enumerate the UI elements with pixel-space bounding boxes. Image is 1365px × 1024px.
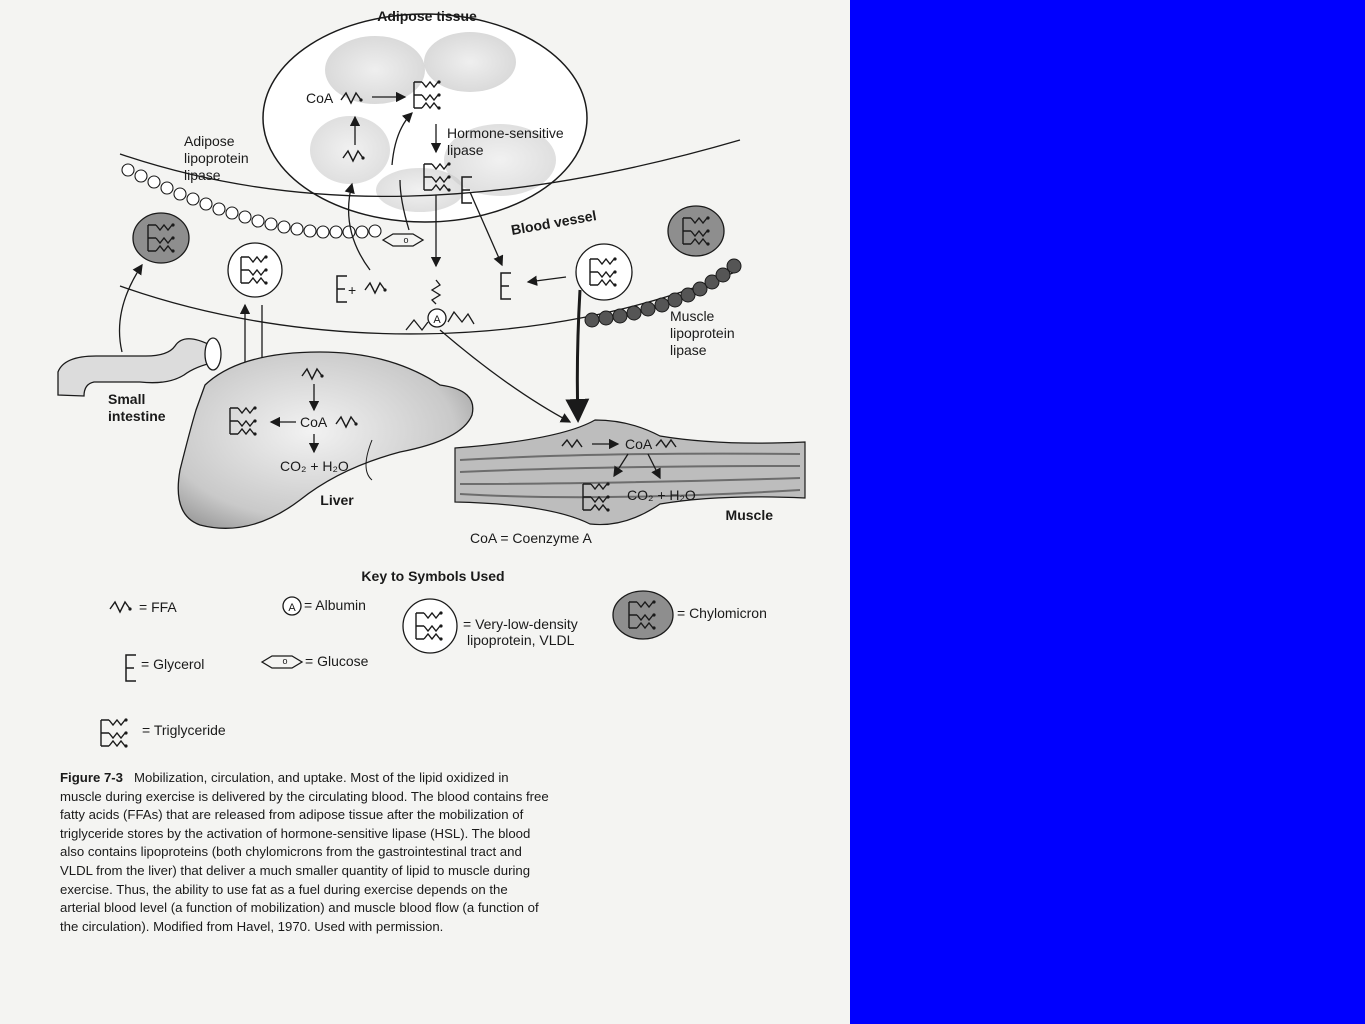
co2-h2o-muscle: CO₂ + H₂O [627, 487, 696, 503]
key-ffa [110, 599, 177, 615]
glycerol-in-blood [337, 276, 347, 302]
key-glucose [262, 653, 369, 669]
key-glycerol [126, 655, 204, 681]
coa-definition: CoA = Coenzyme A [470, 530, 592, 546]
blood-contents [337, 234, 511, 330]
caption-label: Figure 7-3 [60, 770, 124, 785]
key-glycerol-label: = Glycerol [141, 656, 205, 672]
coa-label-liver: CoA [300, 414, 328, 430]
hsl-label-2: lipase [447, 142, 484, 158]
albumin-mark: A [433, 314, 441, 326]
small-intestine [58, 338, 221, 396]
key-vldl-label-2: lipoprotein, VLDL [467, 632, 575, 648]
muscle-lpl-label-3: lipase [670, 342, 707, 358]
glycerol-to-liver [501, 273, 511, 299]
blue-background-panel [850, 0, 1365, 1024]
adipose-lpl-label-3: lipase [184, 167, 221, 183]
small-intestine-label-2: intestine [108, 408, 166, 424]
co2-h2o-liver: CO₂ + H₂O [280, 458, 349, 474]
small-intestine-label-1: Small [108, 391, 146, 407]
key-title: Key to Symbols Used [361, 568, 505, 584]
key-triglyceride [101, 718, 226, 747]
key-albumin [283, 597, 366, 615]
chylomicron-right [668, 206, 724, 256]
svg-text:o: o [282, 656, 288, 666]
glucose-ring-o: o [403, 235, 409, 245]
key-vldl-label-1: = Very-low-density [463, 616, 578, 632]
coa-label-adipose: CoA [306, 90, 334, 106]
caption-text: Mobilization, circulation, and uptake. Most of the lipid oxidized in muscle during exercise is delivered by the circulating blood. The blood contains free fatty acids (FFAs) that are released from adipose tissue after the mobilization of triglyceride stores by the activation of hormone-sensitive lipase (HSL). The blood also contains lipoproteins (both chylomicrons from the gastrointestinal tract and VLDL from the liver) that deliver a much smaller quantity of lipid to muscle during exercise. Thus, the ability to use fat as a fuel during exercise depends on the arterial blood level (a function of mobilization) and muscle blood flow (a function of the circulation). Modified from Havel, 1970. Used with permission. [60, 770, 549, 934]
blood-vessel-label: Blood vessel [509, 207, 598, 238]
adipose-tissue-title: Adipose tissue [377, 8, 477, 24]
adipose-lpl-label-2: lipoprotein [184, 150, 249, 166]
key-albumin-label: = Albumin [304, 597, 366, 613]
adipose-lpl-label-1: Adipose [184, 133, 235, 149]
glycerol-plus-label: + [348, 282, 357, 298]
key-albumin-mark: A [288, 602, 296, 614]
figure-caption [60, 769, 550, 936]
hsl-label-1: Hormone-sensitive [447, 125, 564, 141]
chylomicron-left [133, 213, 189, 263]
muscle-lpl-label-2: lipoprotein [670, 325, 735, 341]
key-chylomicron [613, 591, 767, 639]
key-glucose-label: = Glucose [305, 653, 369, 669]
key-triglyceride-label: = Triglyceride [142, 722, 226, 738]
key-ffa-label: = FFA [139, 599, 177, 615]
key-vldl [403, 599, 578, 653]
vldl-liver [228, 243, 282, 297]
key-chylomicron-label: = Chylomicron [677, 605, 767, 621]
muscle-lpl-label-1: Muscle [670, 308, 715, 324]
vldl-muscle [576, 244, 632, 300]
muscle-label: Muscle [725, 507, 773, 523]
coa-label-muscle: CoA [625, 436, 653, 452]
liver-label: Liver [320, 492, 354, 508]
